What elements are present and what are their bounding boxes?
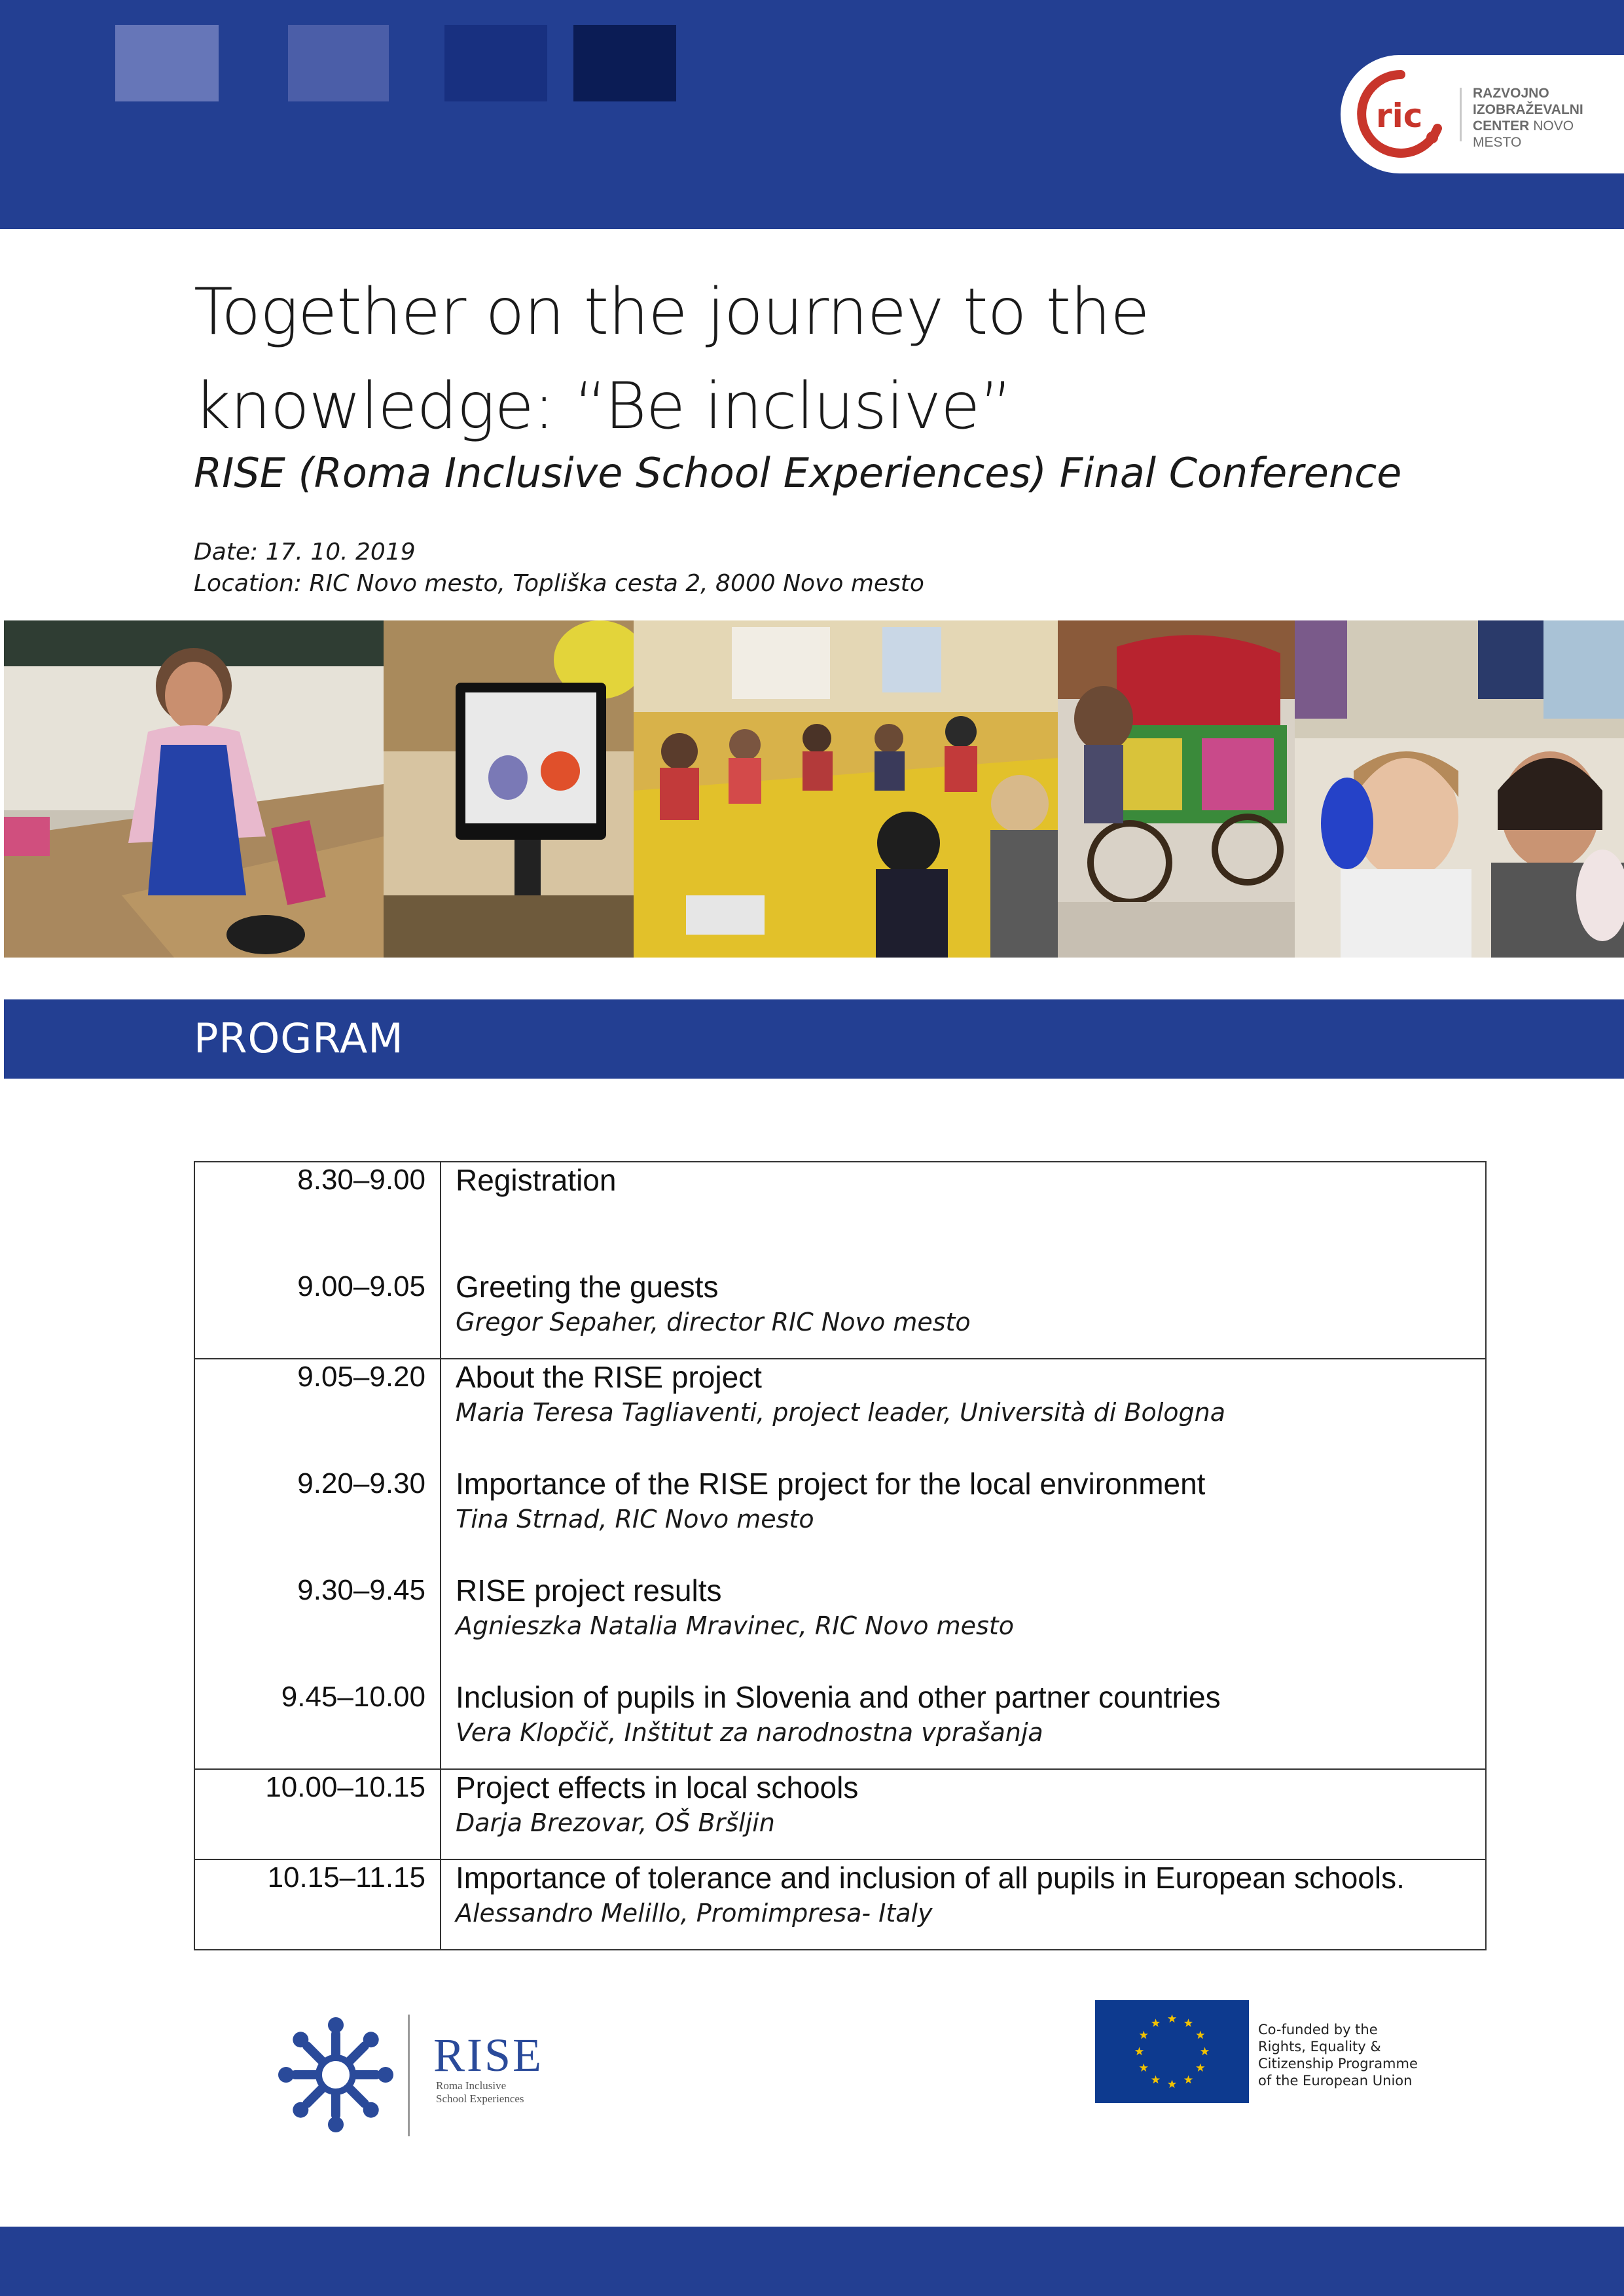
program-item-speaker: Maria Teresa Tagliaventi, project leader, Università di Bologna: [456, 1398, 1226, 1427]
rise-figure-body-icon: [350, 2089, 365, 2104]
program-item: [441, 1359, 1485, 1430]
program-item-cell: [441, 1162, 1486, 1359]
rise-logo-figures-icon: [274, 2013, 398, 2137]
photo-strip: [4, 620, 1624, 958]
program-time: 10.00–10.15: [265, 1771, 425, 1803]
photo-two-girls: [1295, 620, 1624, 958]
svg-text:ric: ric: [1376, 97, 1423, 135]
ric-logo-line2: IZOBRAŽEVALNI: [1473, 102, 1583, 117]
program-time: 8.30–9.00: [297, 1164, 425, 1196]
program-item-title: About the RISE project: [456, 1360, 762, 1394]
program-band: [4, 999, 1624, 1079]
program-group-row: [194, 1859, 1486, 1950]
rise-figure-body-icon: [350, 2046, 365, 2061]
decor-square-3: [444, 25, 547, 101]
program-time: 9.20–9.30: [297, 1467, 425, 1499]
program-item: [441, 1269, 1485, 1340]
program-item-speaker: Agnieszka Natalia Mravinec, RIC Novo mesto: [456, 1611, 1014, 1640]
eu-text-line1: Co-funded by the: [1258, 2022, 1378, 2037]
rise-figure-body-icon: [307, 2089, 322, 2104]
photo-puppet-wagon: [1058, 620, 1295, 958]
program-item: [441, 1679, 1485, 1750]
title-line-1: Together on the journey to the: [194, 275, 1149, 350]
eu-text-line3: Citizenship Programme: [1258, 2056, 1418, 2072]
rise-logo-tagline: [436, 2079, 547, 2106]
program-item-speaker: Alessandro Melillo, Promimpresa- Italy: [456, 1899, 933, 1928]
document-subtitle: RISE (Roma Inclusive School Experiences) Final Conference: [194, 449, 1402, 497]
program-item-speaker: Vera Klopčič, Inštitut za narodnostna vprašanja: [456, 1718, 1043, 1747]
eu-text-line4: of the European Union: [1258, 2073, 1413, 2089]
program-time: 10.15–11.15: [267, 1861, 425, 1893]
program-item-title: Importance of tolerance and inclusion of all pupils in European schools.: [456, 1861, 1405, 1895]
program-time-cell: [194, 1859, 441, 1950]
program-time-cell: [194, 1162, 441, 1359]
ric-logo-line3-rest: NOVO MESTO: [1473, 118, 1574, 150]
photo-monitor-puppets: [384, 620, 634, 958]
program-item-title: Greeting the guests: [456, 1270, 719, 1304]
program-item-title: Registration: [456, 1163, 617, 1197]
program-item-title: Importance of the RISE project for the local environment: [456, 1467, 1206, 1501]
program-item: [441, 1860, 1485, 1931]
rise-logo-divider: [408, 2015, 410, 2136]
photo-conference-room: [634, 620, 1058, 958]
footer-band: [0, 2227, 1624, 2296]
program-time-cell: [194, 1359, 441, 1769]
rise-figure-body-icon: [307, 2046, 322, 2061]
photo-girl-at-desk: [4, 620, 384, 958]
program-item-cell: [441, 1359, 1486, 1769]
ric-logo-line3-bold: CENTER: [1473, 118, 1530, 134]
ric-logo-line1: RAZVOJNO: [1473, 86, 1549, 101]
rise-tag-line2: School Experiences: [436, 2092, 524, 2105]
ric-logo-mark-icon: [1356, 69, 1445, 158]
program-time: 9.45–10.00: [281, 1681, 425, 1713]
decor-square-4: [573, 25, 676, 101]
ric-logo-text: [1473, 85, 1623, 151]
program-time-cell: [194, 1769, 441, 1859]
rise-logo-word: RISE: [433, 2029, 544, 2081]
event-date: Date: 17. 10. 2019: [194, 539, 416, 565]
rise-tag-line1: Roma Inclusive: [436, 2079, 507, 2092]
eu-text-line2: Rights, Equality &: [1258, 2039, 1381, 2054]
program-group-row: [194, 1162, 1486, 1359]
program-item-speaker: Gregor Sepaher, director RIC Novo mesto: [456, 1308, 971, 1336]
title-line-2: knowledge: “Be inclusive”: [194, 369, 1013, 444]
ric-logo-divider: [1460, 88, 1462, 141]
program-item-title: Project effects in local schools: [456, 1770, 859, 1804]
program-group-row: [194, 1769, 1486, 1859]
program-item: [441, 1466, 1485, 1537]
program-item-title: RISE project results: [456, 1573, 722, 1607]
eu-cofunding-text: [1258, 2021, 1454, 2089]
program-heading: PROGRAM: [194, 1014, 404, 1062]
decor-square-2: [288, 25, 389, 101]
event-location: Location: RIC Novo mesto, Topliška cesta 2, 8000 Novo mesto: [194, 570, 924, 597]
program-time: 9.30–9.45: [297, 1574, 425, 1606]
program-time: 9.00–9.05: [297, 1270, 425, 1302]
program-item-cell: [441, 1859, 1486, 1950]
program-item-speaker: Tina Strnad, RIC Novo mesto: [456, 1505, 814, 1534]
program-item-title: Inclusion of pupils in Slovenia and other partner countries: [456, 1680, 1221, 1714]
program-time: 9.05–9.20: [297, 1361, 425, 1393]
ric-logo: [1341, 55, 1624, 173]
program-item: [441, 1573, 1485, 1643]
document-title: [194, 265, 1437, 454]
eu-flag-icon: [1095, 2000, 1249, 2103]
program-item-cell: [441, 1769, 1486, 1859]
rise-logo: [274, 2013, 549, 2137]
program-group-row: [194, 1359, 1486, 1769]
decor-square-1: [115, 25, 219, 101]
program-item-speaker: Darja Brezovar, OŠ Bršljin: [456, 1808, 775, 1837]
program-table-body: [194, 1162, 1486, 1950]
program-item: [441, 1162, 1485, 1233]
program-table: [194, 1161, 1487, 1950]
program-item: [441, 1770, 1485, 1840]
